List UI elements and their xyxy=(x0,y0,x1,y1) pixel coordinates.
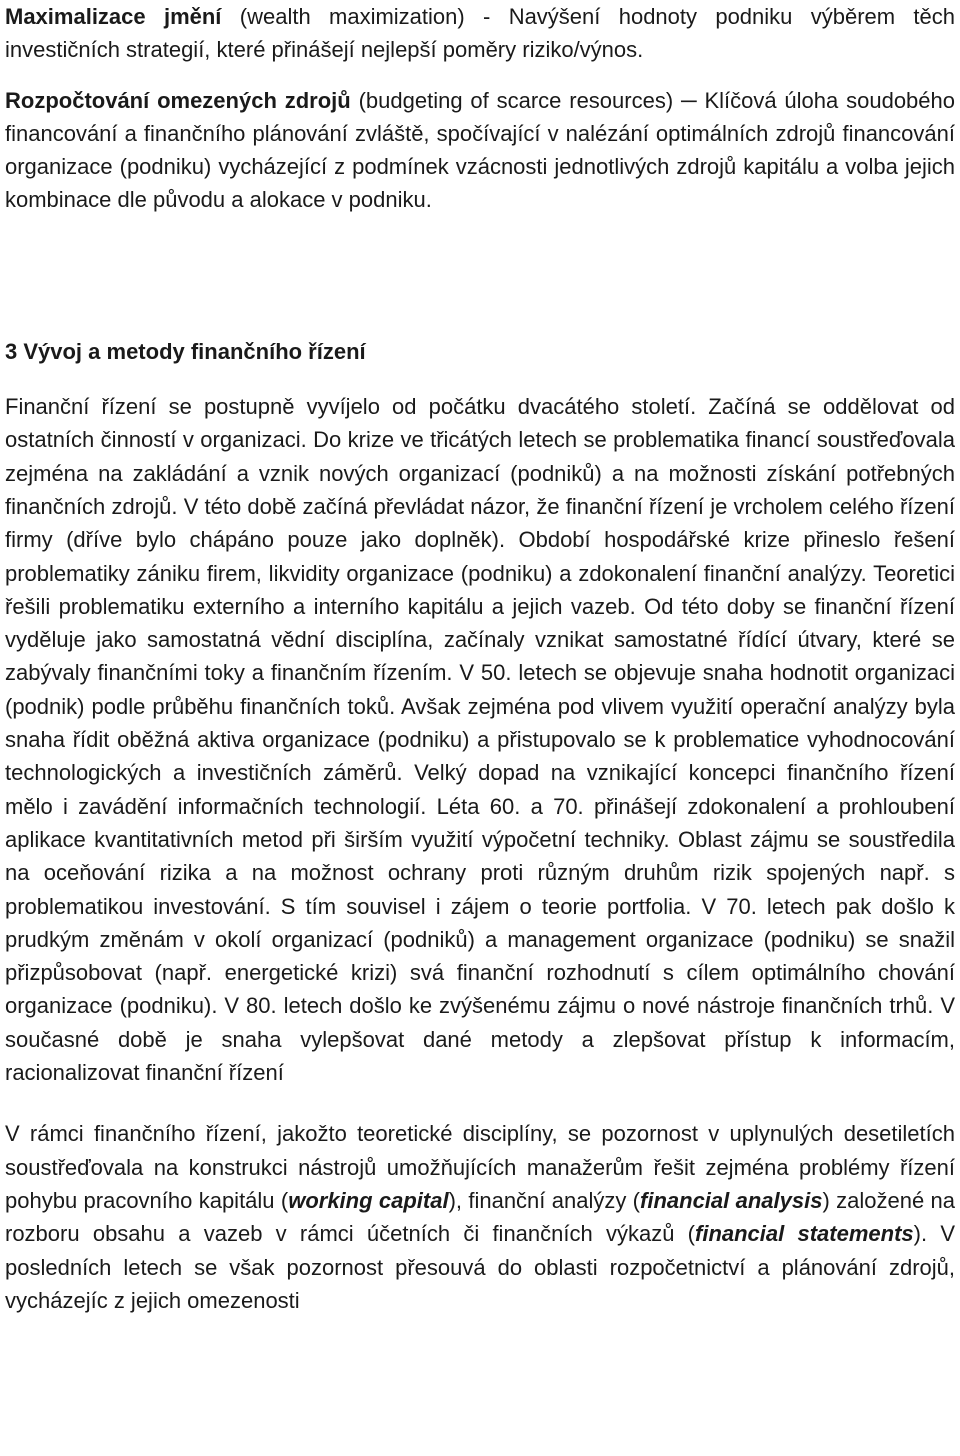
term-working-capital: working capital xyxy=(288,1187,449,1213)
term-financial-statements: financial statements xyxy=(695,1221,914,1247)
paragraph-budgeting-text: (budgeting of scarce resources) ─ Klíčová úloha soudobého financování a finančního plánování zvláště, spočívající v nalézání optimálních zdrojů financování organizace (podniku) vycházející z podmínek vzácnosti jednotlivých zdrojů kapitálu a volba jejich kombinace dle původu a alokace v podniku. xyxy=(5,87,955,213)
paragraph-theory xyxy=(5,1117,955,1317)
paragraph-history: Finanční řízení se postupně vyvíjelo od počátku dvacátého století. Začíná se oddělovat od ostatních činností v organizaci. Do krize ve třicátých letech se problematika financí soustřeďovala zejména na zakládání a vznik nových organizací (podniků) a na možnosti získání potřebných finančních zdrojů. V této době začíná převládat názor, že finanční řízení je vrcholem celého řízení firmy (dříve bylo chápáno pouze jako doplněk). Období hospodářské krize přineslo řešení problematiky zániku firem, likvidity organizace (podniku) a zdokonalení finanční analýzy. Teoretici řešili problematiku externího a interního kapitálu a jejich vazeb. Od této doby se finanční řízení vyděluje jako samostatná vědní disciplína, začínaly vznikat samostatné řídící útvary, které se zabývaly finančními toky a finančním řízením. V 50. letech se objevuje snaha hodnotit organizaci (podnik) podle průběhu finančních toků. Avšak zejména pod vlivem využití operační analýzy byla snaha řídit oběžná aktiva organizace (podniku) a přistupovalo se k problematice vyhodnocování technologických a investičních záměrů. Velký dopad na vznikající koncepci finančního řízení mělo i zavádění informačních technologií. Léta 60. a 70. přinášejí zdokonalení a prohloubení aplikace kvantitativních metod při širším využití výpočetní techniky. Oblast zájmu se soustředila na oceňování rizika a na možnost ochrany proti různým druhům rizik spojených např. s problematikou investování. S tím souvisel i zájem o teorie portfolia. V 70. letech pak došlo k prudkým změnám v okolí organizací (podniků) a management organizace (podniku) se snažil přizpůsobovat (např. energetické krizi) svá finanční rozhodnutí s cílem optimálního chování organizace (podniku). V 80. letech došlo ke zvýšenému zájmu o nové nástroje finančních trhů. V současné době je snaha vylepšovat dané metody a zlepšovat přístup k informacím, racionalizovat finanční řízení xyxy=(5,394,955,1086)
paragraph-wealth-maximization xyxy=(5,0,955,67)
paragraph-theory-part2: ), finanční analýzy ( xyxy=(448,1187,641,1213)
paragraph-theory-part1: V rámci finančního řízení, jakožto teoretické disciplíny, se pozornost v uplynulých desetiletích soustřeďovala na konstrukci nástrojů umožňujících manažerům řešit zejména problémy řízení pohybu pracovního kapitálu ( xyxy=(5,1121,955,1213)
term-budgeting: Rozpočtování omezených zdrojů xyxy=(5,87,351,113)
term-wealth-maximization: Maximalizace jmění xyxy=(5,4,222,29)
paragraph-wealth-text: (wealth maximization) - Navýšení hodnoty podniku výběrem těch investičních strategií, které přinášejí nejlepší poměry riziko/výnos. xyxy=(5,4,956,63)
document-page xyxy=(5,0,955,1317)
paragraph-budgeting xyxy=(5,84,955,217)
paragraph-theory-part4: ). V posledních letech se však pozornost přesouvá do oblasti rozpočetnictví a plánování zdrojů, vycházejíc z jejich omezenosti xyxy=(5,1221,955,1313)
section-heading: 3 Vývoj a metody finančního řízení xyxy=(5,338,366,364)
paragraph-theory-part3: ) založené na rozboru obsahu a vazeb v rámci účetních či finančních výkazů ( xyxy=(5,1187,955,1247)
term-financial-analysis: financial analysis xyxy=(640,1187,823,1213)
